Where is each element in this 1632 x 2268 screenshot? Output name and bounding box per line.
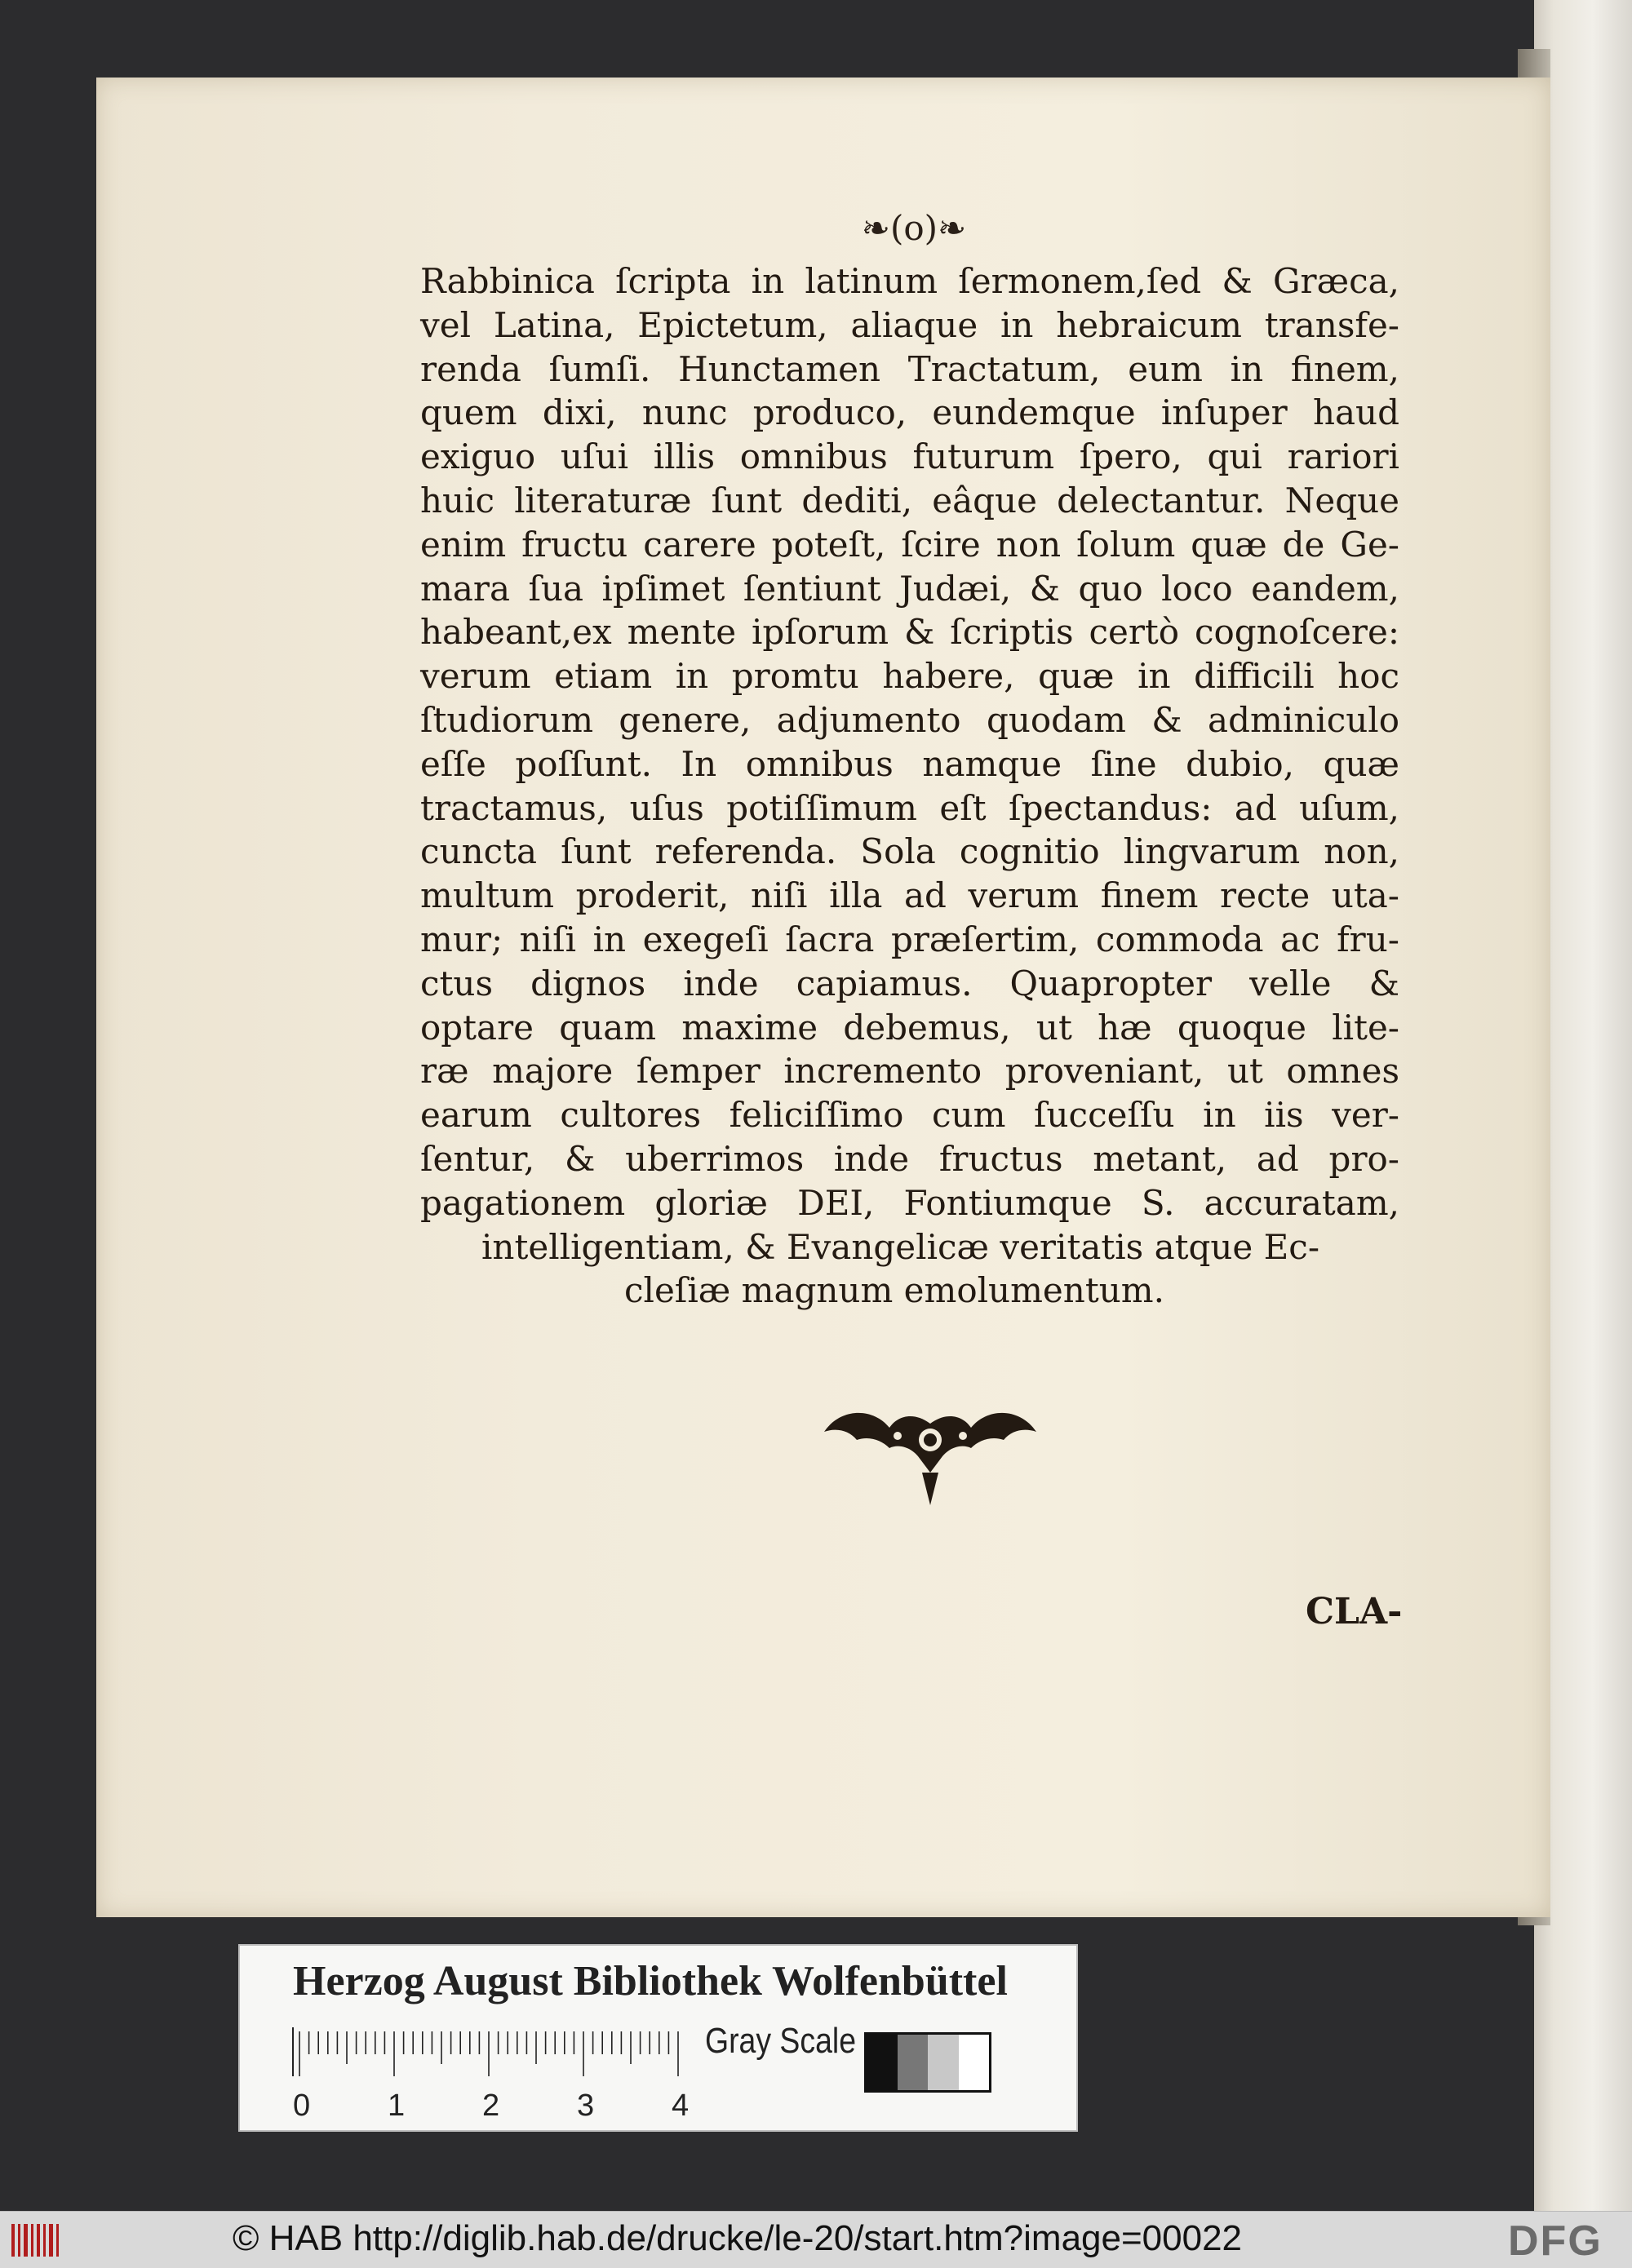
ruler [293, 2027, 690, 2125]
card-title: Herzog August Bibliothek Wolfenbüttel [293, 1958, 1008, 2004]
text-line: exiguo uſui illis omnibus futurum ſpero, qui rariori [420, 436, 1399, 477]
library-reference-card [238, 1944, 1078, 2132]
copyright-url[interactable]: © HAB http://diglib.hab.de/drucke/le-20/start.htm?image=00022 [233, 2218, 1243, 2258]
text-line: ctus dignos inde capiamus. Quapropter velle & [420, 963, 1399, 1003]
text-line: pagationem gloriæ DEI, Fontiumque S. accuratam, [420, 1182, 1399, 1223]
text-line: eſſe poſſunt. In omnibus namque ſine dubio, quæ [420, 743, 1399, 784]
barcode-icon [10, 2220, 64, 2261]
text-line: tractamus, uſus potiſſimum eſt ſpectandus: ad uſum, [420, 787, 1399, 828]
text-line: ſentur, & uberrimos inde fructus metant, ad pro- [420, 1138, 1399, 1179]
gray-swatch [959, 2035, 990, 2090]
ruler-number: 3 [577, 2089, 595, 2123]
ruler-number: 0 [293, 2089, 311, 2123]
text-line: Rabbinica ſcripta in latinum ſermonem,ſed & Græca, [420, 261, 1399, 301]
text-line: ſtudiorum genere, adjumento quodam & adminiculo [420, 699, 1399, 740]
text-line: multum proderit, niſi illa ad verum finem recte uta- [420, 875, 1399, 916]
text-line: quem dixi, nunc produco, eundemque inſuper haud [420, 392, 1399, 433]
gray-scale-swatches [864, 2032, 991, 2093]
gray-swatch [898, 2035, 929, 2090]
page-header: ❧(o)❧ [861, 208, 967, 248]
gray-swatch [928, 2035, 959, 2090]
dfg-logo: DFG [1508, 2217, 1603, 2265]
text-line: optare quam maxime debemus, ut hæ quoque lite- [420, 1007, 1399, 1048]
catchword: CLA- [1306, 1591, 1403, 1632]
text-line: vel Latina, Epictetum, aliaque in hebraicum transfe- [420, 304, 1399, 345]
text-line: huic literaturæ ſunt dediti, eâque delectantur. Neque [420, 480, 1399, 520]
ruler-number: 4 [672, 2089, 690, 2123]
text-line: cleſiæ magnum emolumentum. [624, 1270, 1164, 1311]
text-line: verum etiam in promtu habere, quæ in difficili hoc [420, 656, 1399, 697]
ornament-icon [808, 1399, 1053, 1513]
text-line: enim fructu carere poteſt, ſcire non ſolum quæ de Ge- [420, 524, 1399, 565]
text-line: renda ſumſi. Hunctamen Tractatum, eum in finem, [420, 348, 1399, 389]
gray-swatch [867, 2035, 898, 2090]
gray-scale-label: Gray Scale [705, 2021, 856, 2061]
text-line: mur; niſi in exegeſi ſacra præſertim, commoda ac fru- [420, 919, 1399, 959]
text-line: cuncta ſunt referenda. Sola cognitio lingvarum non, [420, 831, 1399, 872]
ruler-number: 2 [482, 2089, 500, 2123]
footer-bar [0, 2211, 1632, 2268]
text-line: mara ſua ipſimet ſentiunt Judæi, & quo loco eandem, [420, 568, 1399, 609]
text-line: ræ majore ſemper incremento proveniant, ut omnes [420, 1051, 1399, 1092]
text-line: intelligentiam, & Evangelicæ veritatis atque Ec- [481, 1226, 1320, 1267]
text-line: habeant,ex mente ipſorum & ſcriptis certò cognoſcere: [420, 612, 1399, 653]
text-line: earum cultores feliciſſimo cum ſucceſſu in iis ver- [420, 1095, 1399, 1136]
body-text [420, 259, 1399, 1313]
ruler-number: 1 [388, 2089, 406, 2123]
